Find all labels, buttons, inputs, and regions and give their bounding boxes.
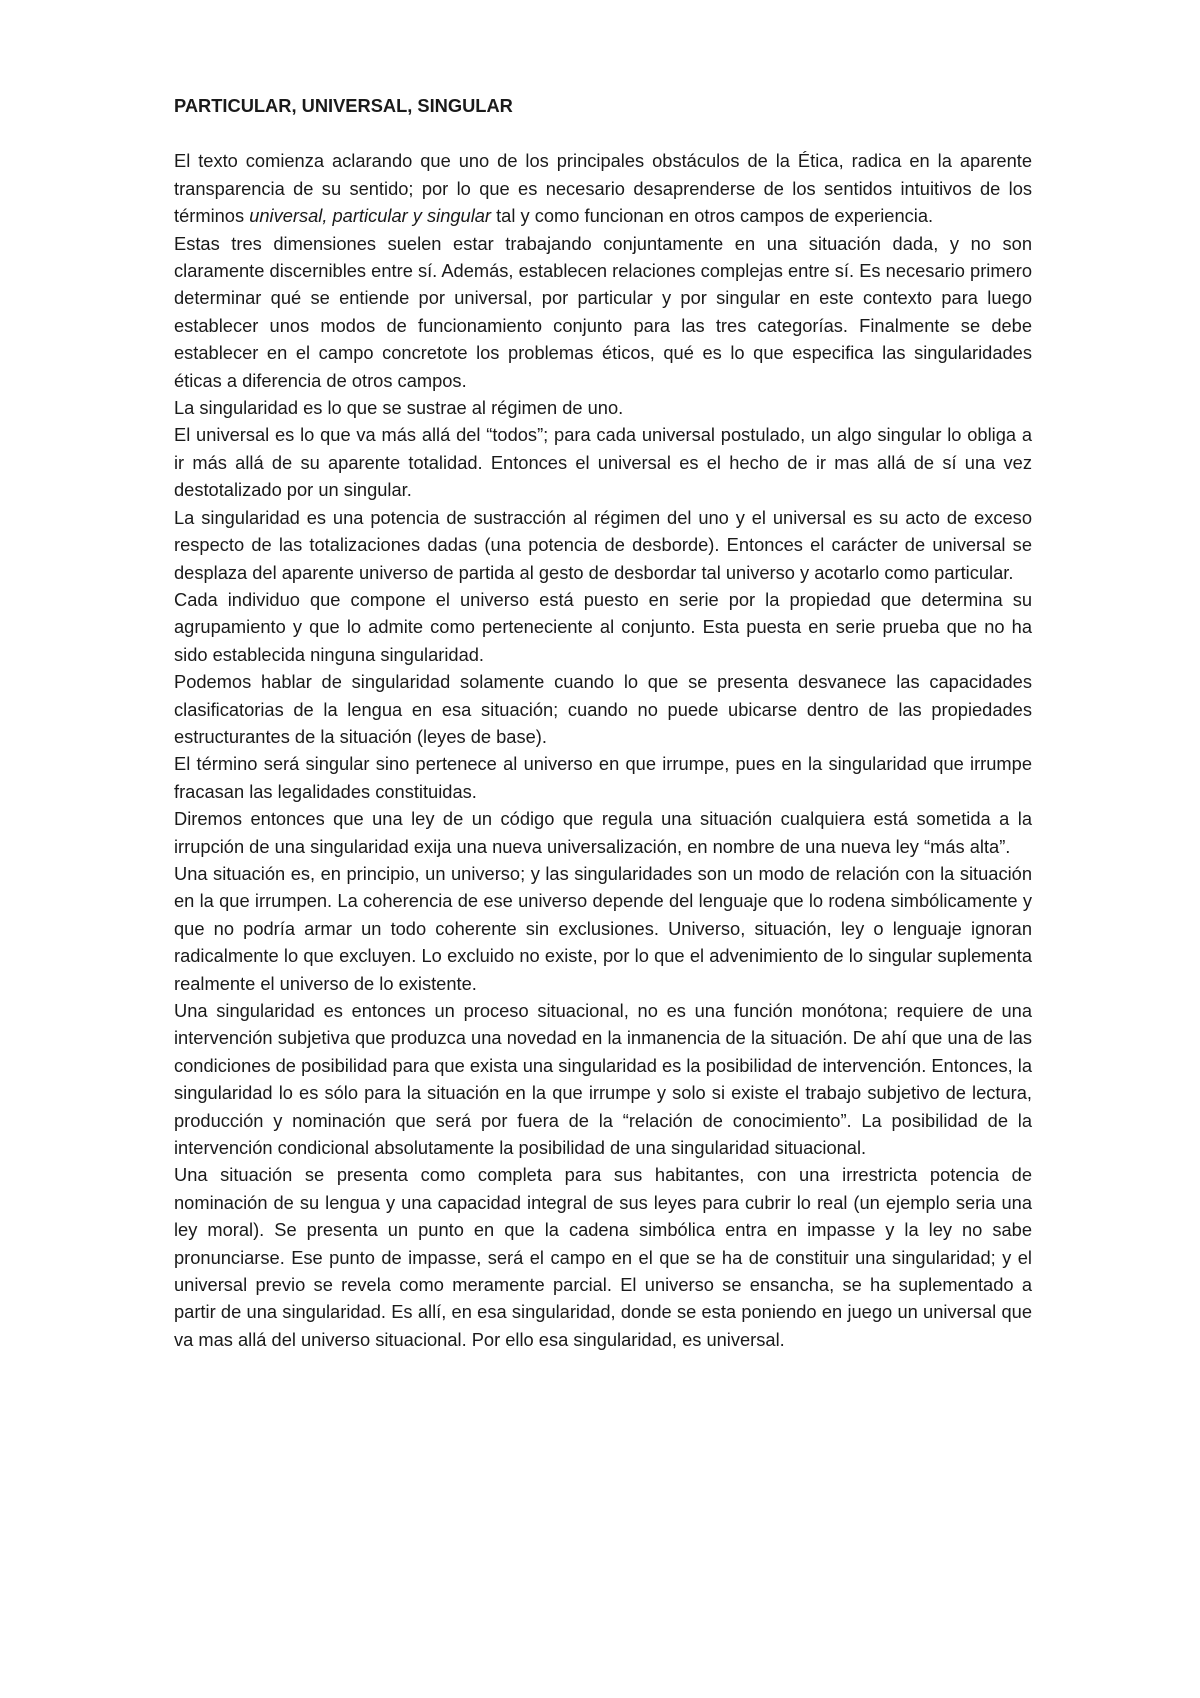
body-paragraph: La singularidad es una potencia de sustracción al régimen del uno y el universal es su acto de exceso respecto de las totalizaciones dadas (una potencia de desborde). Entonces el carácter de universal se desplaza del aparente universo de partida al gesto de desbordar tal universo y acotarlo como particular.: [174, 506, 1032, 583]
body-paragraph: Una situación es, en principio, un universo; y las singularidades son un modo de relación con la situación en la que irrumpen. La coherencia de ese universo depende del lenguaje que lo rodena simbólicamente y que no podría armar un todo coherente sin exclusiones. Universo, situación, ley o lenguaje ignoran radicalmente lo que excluyen. Lo excluido no existe, por lo que el advenimiento de lo singular suplementa realmente el universo de lo existente.: [174, 862, 1032, 994]
intro-paragraph: [174, 147, 1032, 229]
document-page: [174, 92, 1032, 1353]
intro-text-end: tal y como funcionan en otros campos de experiencia.: [491, 205, 934, 227]
body-paragraph: Estas tres dimensiones suelen estar trabajando conjuntamente en una situación dada, y no son claramente discernibles entre sí. Además, establecen relaciones complejas entre sí. Es necesario primero determinar qué se entiende por universal, por particular y por singular en este contexto para luego establecer unos modos de funcionamiento conjunto para las tres categorías. Finalmente se debe establecer en el campo concretote los problemas éticos, qué es lo que especifica las singularidades éticas a diferencia de otros campos.: [174, 232, 1032, 391]
document-title: PARTICULAR, UNIVERSAL, SINGULAR: [174, 95, 513, 116]
body-paragraph: El término será singular sino pertenece al universo en que irrumpe, pues en la singularidad que irrumpe fracasan las legalidades constituidas.: [174, 753, 1032, 802]
intro-emphasis: universal, particular y singular: [249, 205, 492, 227]
body-paragraph: Cada individuo que compone el universo está puesto en serie por la propiedad que determina su agrupamiento y que lo admite como perteneciente al conjunto. Esta puesta en serie prueba que no ha sido establecida ninguna singularidad.: [174, 588, 1032, 665]
body-paragraph: La singularidad es lo que se sustrae al régimen de uno.: [174, 397, 624, 419]
body-paragraph: Diremos entonces que una ley de un código que regula una situación cualquiera está sometida a la irrupción de una singularidad exija una nueva universalización, en nombre de una nueva ley “más alta”.: [174, 808, 1032, 857]
body-paragraph: Podemos hablar de singularidad solamente cuando lo que se presenta desvanece las capacidades clasificatorias de la lengua en esa situación; cuando no puede ubicarse dentro de las propiedades estructurantes de la situación (leyes de base).: [174, 671, 1032, 747]
body-paragraph: Una singularidad es entonces un proceso situacional, no es una función monótona; requiere de una intervención subjetiva que produzca una novedad en la inmanencia de la situación. De ahí que una de las condiciones de posibilidad para que exista una singularidad es la posibilidad de intervención. Entonces, la singularidad lo es sólo para la situación en la que irrumpe y solo si existe el trabajo subjetivo de lectura, producción y nominación que será por fuera de la “relación de conocimiento”. La posibilidad de la intervención condicional absolutamente la posibilidad de una singularidad situacional.: [174, 1000, 1032, 1159]
intro-text-start: El texto comienza aclarando que uno de los principales obstáculos de la Ética, radica en la aparente transparencia de su sentido; por lo que es necesario desaprenderse de los sentidos intuitivos de los términos: [174, 150, 1032, 227]
body-paragraph: Una situación se presenta como completa para sus habitantes, con una irrestricta potencia de nominación de su lengua y una capacidad integral de sus leyes para cubrir lo real (un ejemplo seria una ley moral). Se presenta un punto en que la cadena simbólica entra en impasse y la ley no sabe pronunciarse. Ese punto de impasse, será el campo en el que se ha de constituir una singularidad; y el universal previo se revela como meramente parcial. El universo se ensancha, se ha suplementado a partir de una singularidad. Es allí, en esa singularidad, donde se esta poniendo en juego un universal que va mas allá del universo situacional. Por ello esa singularidad, es universal.: [174, 1164, 1032, 1350]
body-paragraph: El universal es lo que va más allá del “todos”; para cada universal postulado, un algo singular lo obliga a ir más allá de su aparente totalidad. Entonces el universal es el hecho de ir mas allá de sí una vez destotalizado por un singular.: [174, 424, 1032, 501]
